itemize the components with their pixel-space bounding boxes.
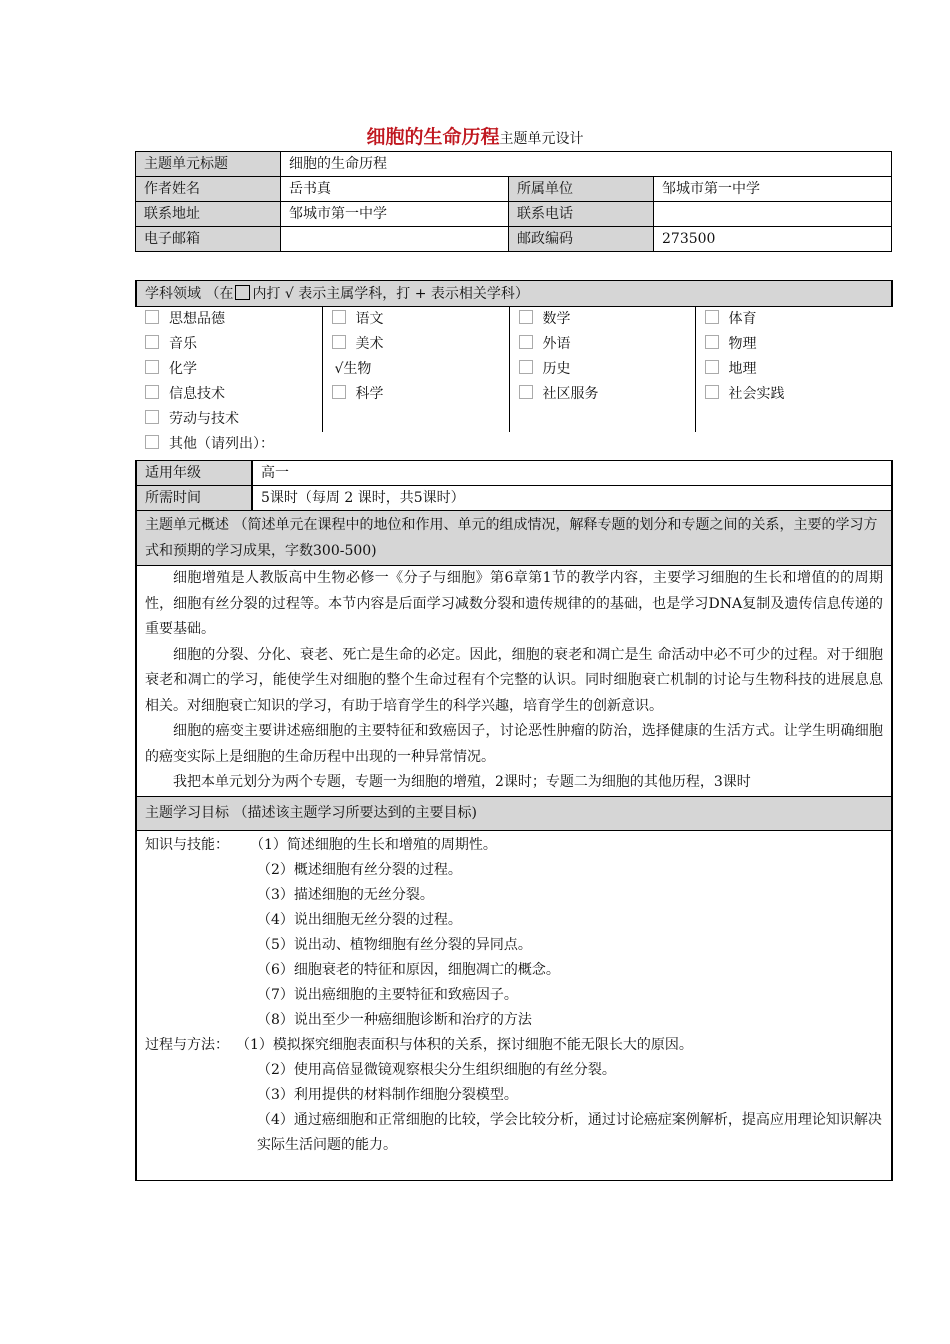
subject-item[interactable]: 思想品德 [145,307,322,332]
grade-label: 适用年级 [136,461,252,486]
theme-value: 细胞的生命历程 [281,152,892,177]
checkbox-icon[interactable] [705,385,719,399]
subjects-grid [136,307,892,461]
objective-line: （8）说出至少一种癌细胞诊断和治疗的方法 [257,1011,532,1028]
address-value: 邹城市第一中学 [281,202,509,227]
info-table [135,151,892,252]
objective-line: （2）使用高倍显微镜观察根尖分生组织细胞的有丝分裂。 [257,1061,616,1078]
subject-item[interactable]: 社区服务 [519,382,695,407]
overview-paragraph: 细胞的癌变主要讲述癌细胞的主要特征和致癌因子，讨论恶性肿瘤的防治，选择健康的生活方式。让学生明确细胞的癌变实际上是细胞的生命历程中出现的一种异常情况。 [145,723,883,765]
subject-item[interactable]: 社会实践 [705,382,893,407]
checkbox-icon[interactable] [519,310,533,324]
time-label: 所需时间 [136,486,252,511]
theme-label: 主题单元标题 [136,152,281,177]
checkbox-icon[interactable] [705,335,719,349]
knowledge-label: 知识与技能： [145,836,229,853]
postal-value: 273500 [654,227,892,252]
checkbox-icon[interactable] [705,360,719,374]
subject-item[interactable]: 历史 [519,357,695,382]
checkbox-icon[interactable] [705,310,719,324]
objectives-header: 主题学习目标 （描述该主题学习所要达到的主要目标) [136,796,892,830]
subject-item[interactable]: 地理 [705,357,893,382]
objective-line: （5）说出动、植物细胞有丝分裂的异同点。 [257,936,532,953]
subject-item[interactable]: 美术 [332,332,509,357]
checkbox-mark-icon [235,285,250,300]
checkbox-icon[interactable] [145,310,159,324]
checkbox-icon[interactable] [519,360,533,374]
checkbox-icon[interactable] [332,310,346,324]
subjects-col-2 [322,307,509,432]
process-label: 过程与方法： [145,1036,229,1053]
checkbox-icon[interactable] [145,335,159,349]
checkbox-icon[interactable] [145,360,159,374]
checkbox-icon[interactable] [332,335,346,349]
checkbox-icon[interactable] [145,385,159,399]
author-label: 作者姓名 [136,177,281,202]
checkbox-icon[interactable] [519,385,533,399]
objective-line: （4）说出细胞无丝分裂的过程。 [257,911,462,928]
subject-item[interactable]: 体育 [705,307,893,332]
email-label: 电子邮箱 [136,227,281,252]
phone-value [654,202,892,227]
time-value: 5课时（每周 2 课时，共5课时） [252,486,892,511]
subject-item[interactable]: 劳动与技术 [145,407,322,432]
grade-value: 高一 [252,461,892,486]
objective-line: （3）描述细胞的无丝分裂。 [257,886,434,903]
phone-label: 联系电话 [509,202,654,227]
unit-value: 邹城市第一中学 [654,177,892,202]
subject-item[interactable]: 科学 [332,382,509,407]
objective-line: 过程与方法： （1）模拟探究细胞表面积与体积的关系，探讨细胞不能无限长大的原因。 [145,1036,693,1053]
title-sub: 主题单元设计 [499,131,584,147]
objective-line: （6）细胞衰老的特征和原因，细胞凋亡的概念。 [257,961,560,978]
design-table [135,280,893,1181]
objective-line: （7）说出癌细胞的主要特征和致癌因子。 [257,986,518,1003]
checkbox-icon[interactable] [145,435,159,449]
objective-line: （2）概述细胞有丝分裂的过程。 [257,861,462,878]
document-title [0,124,950,152]
postal-label: 邮政编码 [509,227,654,252]
subjects-col-4 [695,307,892,432]
objective-line: （4）通过癌细胞和正常细胞的比较，学会比较分析，通过讨论癌症案例解析，提高应用理论知识解决实际生活问题的能力。 [257,1111,882,1153]
subject-item[interactable]: 信息技术 [145,382,322,407]
subject-item[interactable]: 语文 [332,307,509,332]
subject-item[interactable]: 化学 [145,357,322,382]
checkbox-icon[interactable] [519,335,533,349]
checkbox-icon[interactable] [145,410,159,424]
overview-paragraph: 细胞增殖是人教版高中生物必修一《分子与细胞》第6章第1节的教学内容，主要学习细胞的生长和增值的的周期性，细胞有丝分裂的过程等。本节内容是后面学习减数分裂和遗传规律的的基础，也是学习DNA复制及遗传信息传递的重要基础。 [145,570,883,637]
subject-item[interactable]: 外语 [519,332,695,357]
title-main: 细胞的生命历程 [366,126,500,148]
checkbox-icon[interactable] [332,385,346,399]
subjects-col-3 [509,307,695,432]
overview-body [136,566,892,797]
subject-item[interactable]: 物理 [705,332,893,357]
objective-line: （3）利用提供的材料制作细胞分裂模型。 [257,1086,518,1103]
subjects-header: 学科领域 （在 内打 √ 表示主属学科，打 + 表示相关学科） [136,281,892,307]
subject-item-checked[interactable]: √生物 [334,361,372,377]
subjects-col-1 [136,307,322,432]
overview-paragraph: 细胞的分裂、分化、衰老、死亡是生命的必定。因此，细胞的衰老和凋亡是生 命活动中必不可少的过程。对于细胞衰老和凋亡的学习，能使学生对细胞的整个生命过程有个完整的认识。同时细胞衰亡机制的讨论与生物科技的进展息息相关。对细胞衰亡知识的学习，有助于培育学生的科学兴趣，培育学生的创新意识。 [145,646,883,714]
email-value [281,227,509,252]
address-label: 联系地址 [136,202,281,227]
unit-label: 所属单位 [509,177,654,202]
objective-line: 知识与技能： （1）简述细胞的生长和增殖的周期性。 [145,836,497,853]
overview-header: 主题单元概述 （简述单元在课程中的地位和作用、单元的组成情况，解释专题的划分和专题之间的关系，主要的学习方式和预期的学习成果，字数300-500) [136,511,892,566]
author-value: 岳书真 [281,177,509,202]
objectives-body [136,830,892,1180]
overview-paragraph: 我把本单元划分为两个专题，专题一为细胞的增殖，2课时；专题二为细胞的其他历程，3课时 [173,774,751,790]
subject-item[interactable]: 音乐 [145,332,322,357]
subject-item-other[interactable]: 其他（请列出）： [136,432,892,460]
subject-item[interactable]: 数学 [519,307,695,332]
